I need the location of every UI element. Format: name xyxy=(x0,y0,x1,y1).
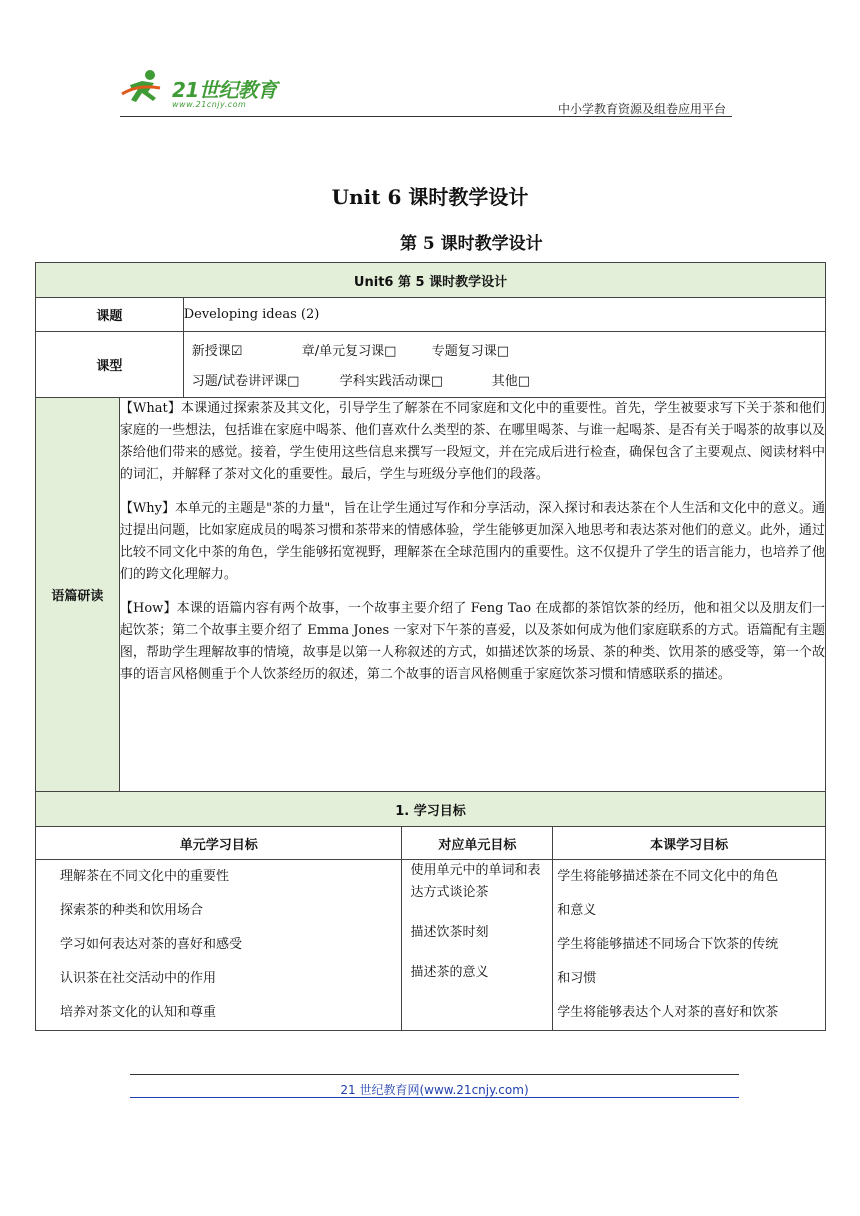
col-header-lesson-goals: 本课学习目标 xyxy=(553,827,826,860)
list-item: 认识茶在社交活动中的作用 xyxy=(60,971,217,986)
type-label: 课型 xyxy=(36,332,184,398)
list-item: 理解茶在不同文化中的重要性 xyxy=(60,869,230,884)
list-item: 学习如何表达对茶的喜好和感受 xyxy=(60,937,243,952)
col-header-matching-goals: 对应单元目标 xyxy=(402,827,553,860)
list-item: 培养对茶文化的认知和尊重 xyxy=(60,1005,217,1020)
objectives-heading: 1. 学习目标 xyxy=(36,792,826,827)
list-item: 和意义 xyxy=(557,903,597,918)
topic-value: Developing ideas (2) xyxy=(183,298,825,332)
page-header xyxy=(120,62,732,118)
runner-logo-icon xyxy=(120,68,168,108)
list-item: 探索茶的种类和饮用场合 xyxy=(60,903,204,918)
analysis-why: 【Why】本单元的主题是"茶的力量"，旨在让学生通过写作和分享活动，深入探讨和表达茶在个人生活和文化中的意义。通过提出问题，比如家庭成员的喝茶习惯和茶带来的情感体验，学生能够更加深入地思考和表达茶对他们的意义。此外，通过比较不同文化中茶的角色，学生能够拓宽视野，理解茶在全球范围内的重要性。这不仅提升了学生的语言能力，也培养了他们的跨文化理解力。 xyxy=(119,501,825,582)
footer-link-underline xyxy=(130,1097,739,1098)
analysis-label: 语篇研读 xyxy=(36,398,120,792)
type-options-row-1 xyxy=(184,335,825,365)
list-item: 和习惯 xyxy=(557,971,597,986)
document-subtitle: 第 5 课时教学设计 xyxy=(400,234,543,254)
analysis-what: 【What】本课通过探索茶及其文化，引导学生了解茶在不同家庭和文化中的重要性。首先，学生被要求写下关于茶和他们家庭的一些想法，包括谁在家庭中喝茶、他们喜欢什么类型的茶、在哪里喝茶、与谁一起喝茶、是否有关于喝茶的故事以及茶给他们带来的感觉。接着，学生使用这些信息来撰写一段短文，并在完成后进行检查，确保包含了主要观点、阅读材料中的词汇，并解释了茶对文化的重要性。最后，学生与班级分享他们的段落。 xyxy=(119,401,825,482)
analysis-content xyxy=(119,398,825,792)
topic-label: 课题 xyxy=(36,298,184,332)
type-option-unit-review[interactable]: 章/单元复习课□ xyxy=(301,344,397,359)
document-title: Unit 6 课时教学设计 xyxy=(331,185,529,209)
type-options xyxy=(183,332,825,398)
type-option-other[interactable]: 其他□ xyxy=(491,374,530,389)
analysis-how: 【How】本课的语篇内容有两个故事，一个故事主要介绍了 Feng Tao 在成都的茶馆饮茶的经历，他和祖父以及朋友们一起饮茶；第二个故事主要介绍了 Emma Jones 一家对下午茶的喜爱，以及茶如何成为他们家庭联系的方式。语篇配有主题图，帮助学生理解故事的情境，故事是以第一人称叙述的方式，如描述饮茶的场景、茶的种类、饮用茶的感受等，第一个故事的语言风格侧重于个人饮茶经历的叙述，第二个故事的语言风格侧重于家庭饮茶习惯和情感联系的描述。 xyxy=(119,601,825,682)
lesson-plan-table xyxy=(35,262,826,1031)
footer-divider xyxy=(130,1074,739,1075)
list-item: 学生将能够描述不同场合下饮茶的传统 xyxy=(557,937,779,952)
col-header-unit-goals: 单元学习目标 xyxy=(36,827,402,860)
logo-url: www.21cnjy.com xyxy=(172,100,247,109)
logo-name: 21世纪教育 xyxy=(172,78,277,102)
lesson-goals-list xyxy=(553,860,826,1031)
table-caption: Unit6 第 5 课时教学设计 xyxy=(36,263,826,298)
type-option-topic-review[interactable]: 专题复习课□ xyxy=(431,344,509,359)
list-item: 描述饮茶时刻 xyxy=(410,925,489,940)
list-item: 学生将能够表达个人对茶的喜好和饮茶 xyxy=(557,1005,779,1020)
unit-goals-list xyxy=(36,860,402,1031)
type-options-row-2 xyxy=(184,365,825,395)
footer-link[interactable]: 21 世纪教育网(www.21cnjy.com) xyxy=(340,1083,529,1097)
type-option-exercise-review[interactable]: 习题/试卷讲评课□ xyxy=(191,374,300,389)
list-item: 学生将能够描述茶在不同文化中的角色 xyxy=(557,869,779,884)
header-tagline: 中小学教育资源及组卷应用平台 xyxy=(557,102,726,116)
list-item: 描述茶的意义 xyxy=(410,965,489,980)
header-divider xyxy=(120,116,732,117)
type-option-practice-activity[interactable]: 学科实践活动课□ xyxy=(339,374,443,389)
list-item: 使用单元中的单词和表达方式谈论茶 xyxy=(410,863,541,900)
site-logo[interactable] xyxy=(120,62,320,114)
matching-goals-list xyxy=(402,860,553,1031)
type-option-new-lesson[interactable]: 新授课☑ xyxy=(191,344,243,359)
